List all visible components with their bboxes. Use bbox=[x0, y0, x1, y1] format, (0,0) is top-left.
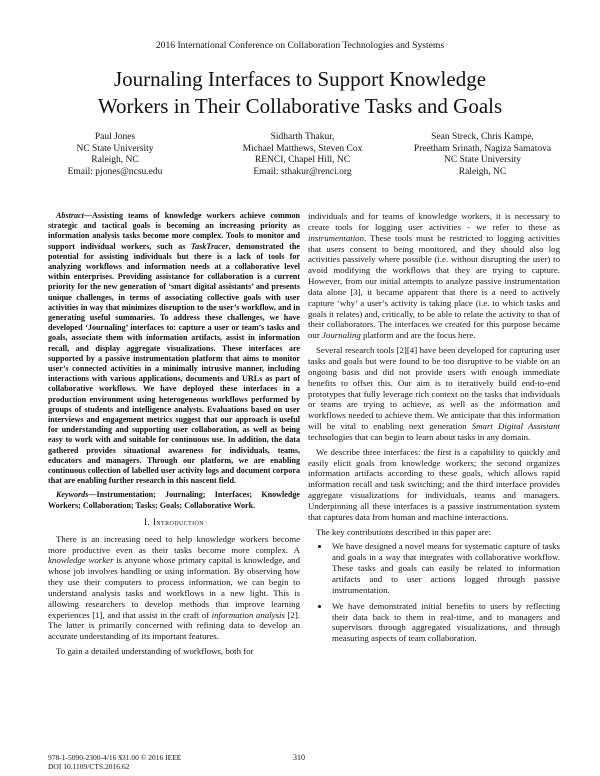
left-column bbox=[48, 211, 300, 661]
list-item: • We have demonstrated initial benefits to users by reflecting their data back to them in real-time, and to managers and supervisors through aggregated visualizations, and through measuring aspects of team collaboration. bbox=[330, 601, 560, 644]
author-email: Email: sthakur@renci.org bbox=[253, 166, 352, 177]
keywords: Keywords—Instrumentation; Journaling; Interfaces; Knowledge Workers; Collaboration; Tasks; Goals; Collaborative Work. bbox=[48, 490, 300, 510]
keywords-label: Keywords bbox=[56, 490, 89, 500]
author-line: Paul Jones bbox=[94, 132, 136, 142]
body-paragraph-2: Several research tools [2][4] have been developed for capturing user tasks and goals but were found to be too disruptive to be viable on an ongoing basis and did not provide users with enough immediate benefits to offset this. Our aim is to iteratively build end-to-end prototypes that fully leverage rich context on the tasks that individuals or teams are trying to achieve, as well as the information and workflows needed to achieve them. We anticipate that this information will be vital to enabling next generation Smart Digital Assistant technologies that can begin to learn about tasks in any domain. bbox=[308, 345, 560, 442]
author-thakur bbox=[215, 132, 390, 178]
title-line-2: Workers in Their Collaborative Tasks and Goals bbox=[97, 94, 503, 118]
footer-publication-info bbox=[48, 753, 181, 771]
author-line: Michael Matthews, Steven Cox bbox=[242, 143, 363, 154]
author-line: Preetham Srinath, Nagiza Samatova bbox=[413, 143, 552, 154]
author-email: Email: pjones@ncsu.edu bbox=[67, 166, 163, 177]
footer-doi: DOI 10.1109/CTS.2016.62 bbox=[48, 762, 130, 771]
paper-title bbox=[20, 66, 580, 120]
abstract-term: TaskTracer bbox=[190, 241, 229, 251]
list-item: • We have designed a novel means for systematic capture of tasks and goals in a way that integrates with collaborative workflow. These tasks and goals can easily be related to information artifacts and to user actions logged through passive instrumentation. bbox=[330, 541, 560, 595]
author-line: NC State University bbox=[76, 143, 154, 154]
author-streck bbox=[395, 132, 570, 178]
author-line: NC State University bbox=[443, 155, 522, 166]
author-line: Raleigh, NC bbox=[458, 166, 507, 177]
body-paragraph-3: We describe three interfaces: the first is a capability to quickly and easily elicit goals from knowledge workers; the second organizes information artifacts according to these goals, which allows rapid information recall and task switching; and the third interface provides aggregate visualizations for individuals, teams and managers. Underpinning all these interfaces is a passive instrumentation system that captures data from human and machine interactions. bbox=[308, 446, 560, 522]
title-line-1: Journaling Interfaces to Support Knowledge bbox=[113, 67, 487, 91]
author-line: Sidharth Thakur, bbox=[270, 132, 335, 142]
right-column bbox=[308, 211, 560, 649]
page-number: 310 bbox=[293, 753, 305, 762]
intro-paragraph-1: There is an increasing need to help knowledge workers become more productive even as their tasks become more complex. A knowledge worker is anyone whose primary capital is knowledge, and whose job involves handling or using information. By observing how they use their computers to process information, we can begin to understand analysis tasks and workflows in a new light. This is allowing researchers to develop methods that improve learning experiences [1], and that assist in the craft of information analysis [2]. The latter is primarily concerned with refining data to develop an accurate understanding of its important features. bbox=[48, 533, 301, 642]
author-line: Sean Streck, Chris Kampe, bbox=[431, 132, 534, 142]
author-block bbox=[40, 132, 560, 192]
body-paragraph-1: individuals and for teams of knowledge workers, it is necessary to create tools for logging user activities - we refer to these as instrumentation. These tools must be restricted to logging activities that users consent to being monitored, and they should also log activities passively where possible (i.e. without disrupting the user) to avoid modifying the workflows that they are trying to capture. However, from our initial attempts to analyze passive instrumentation data alone [3], it became apparent that there is a need to actively capture ‘why’ a user’s activity is taking place (i.e. to which tasks and goals it relates) and, critically, to be able to relate the activity to that of their collaborators. The interfaces we created for this purpose became our Journaling platform and are the focus here. bbox=[308, 211, 560, 341]
abstract-label: Abstract bbox=[56, 211, 84, 220]
section-heading-introduction: I. Introduction bbox=[143, 516, 205, 527]
footer-isbn: 978-1-5090-2300-4/16 $31.00 © 2016 IEEE bbox=[48, 753, 182, 762]
body-paragraph-4: The key contributions described in this paper are: bbox=[316, 526, 492, 537]
author-line: Raleigh, NC bbox=[91, 155, 139, 166]
contributions-list bbox=[308, 541, 560, 644]
abstract: Abstract—Assisting teams of knowledge workers achieve common strategic and tactical goals is becoming an increasing priority as information analysis tasks become more complex. Tools to monitor and support individual workers, such as TaskTracer, demonstrated the potential for assisting individuals but there is a lack of tools for analyzing workflows and information needs at a collaborative level within enterprises. Providing assistance for collaboration is a current priority for the new generation of ‘smart digital assistants’ and presents unique challenges, in terms of associating collective goals with user activities in way that minimizes disruption to the user’s workflow, and in generating useful summaries. To address these challenges, we have developed ‘Journaling’ interfaces to: capture a user or team’s tasks and goals, associate them with information artifacts, assist in information recall, and display aggregate visualizations. These interfaces are supported by a passive instrumentation platform that aims to monitor user’s connected activities in a minimally intrusive manner, including interactions with various applications, documents and URLs as part of collaborative workflows. We have deployed these interfaces in a production environment using heterogeneous workflows performed by groups of students and intelligence analysts. Evaluations based on user interviews and engagement metrics suggest that our approach is useful for understanding and supporting user collaboration, as well as being easy to work with and suitable for continuous use. In addition, the data gathered provides situational awareness for individuals, teams, educators and managers. Through our platform, we are enabling continuous collection of labelled user activity logs and document corpora that are enabling further research in this nascent field. bbox=[48, 211, 300, 486]
conference-header: 2016 International Conference on Collaboration Technologies and Systems bbox=[155, 40, 445, 51]
author-line: RENCI, Chapel Hill, NC bbox=[254, 155, 351, 166]
author-jones bbox=[40, 132, 190, 178]
intro-paragraph-2: To gain a detailed understanding of workflows, both for bbox=[56, 646, 254, 657]
